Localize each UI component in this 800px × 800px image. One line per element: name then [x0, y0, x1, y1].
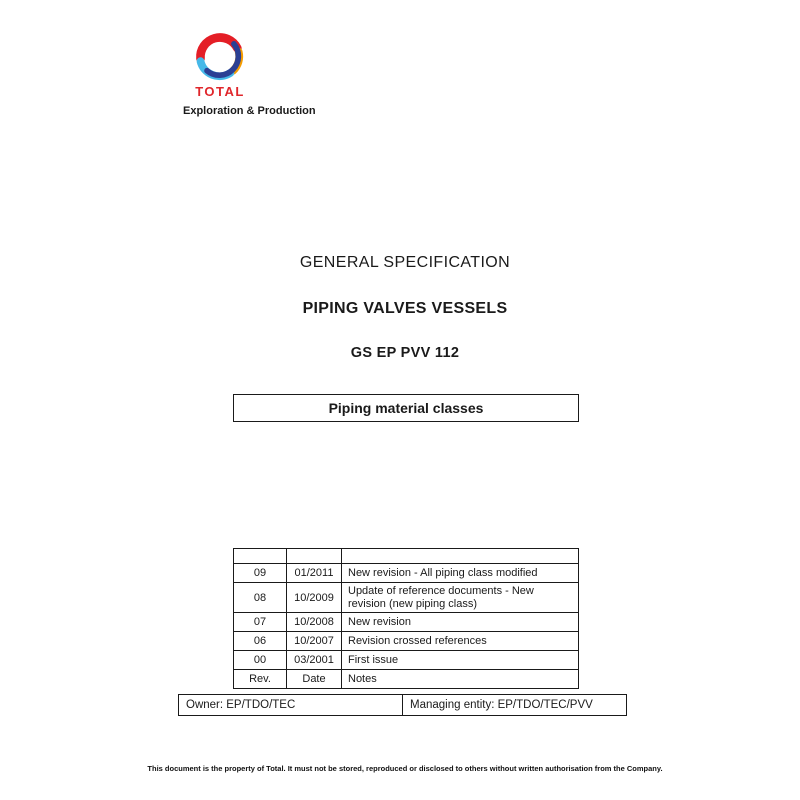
- total-wordmark: TOTAL: [195, 84, 245, 99]
- owner-cell: Owner: EP/TDO/TEC: [179, 695, 403, 716]
- total-logo: [190, 30, 250, 99]
- revision-label-rev: Rev.: [234, 670, 287, 689]
- title-general-specification: GENERAL SPECIFICATION: [299, 254, 511, 271]
- owner-bar: [178, 694, 627, 716]
- revision-cell-date: 10/2007: [287, 632, 342, 651]
- revision-label-date: Date: [287, 670, 342, 689]
- revision-cell-date: 10/2008: [287, 613, 342, 632]
- revision-empty-cell: [287, 549, 342, 564]
- revision-cell-rev: 06: [234, 632, 287, 651]
- revision-empty-row: [234, 549, 579, 564]
- revision-cell-date: 10/2009: [287, 583, 342, 613]
- revision-label-notes: Notes: [342, 670, 579, 689]
- title-doc-number: GS EP PVV 112: [350, 345, 460, 361]
- revision-row: [234, 583, 579, 613]
- revision-row: [234, 651, 579, 670]
- revision-cell-rev: 08: [234, 583, 287, 613]
- total-globe-icon: [194, 30, 246, 82]
- title-subject: PIPING VALVES VESSELS: [302, 300, 508, 317]
- revision-cell-rev: 09: [234, 564, 287, 583]
- revision-cell-date: 01/2011: [287, 564, 342, 583]
- managing-entity-cell: Managing entity: EP/TDO/TEC/PVV: [403, 695, 627, 716]
- revision-table-body: [234, 549, 579, 689]
- revision-cell-rev: 00: [234, 651, 287, 670]
- revision-cell-notes: New revision - All piping class modified: [342, 564, 579, 583]
- boxed-title: Piping material classes: [233, 394, 579, 422]
- owner-bar-row: [179, 695, 627, 716]
- revision-table: [233, 548, 579, 689]
- division-label: Exploration & Production: [183, 105, 316, 117]
- revision-cell-date: 03/2001: [287, 651, 342, 670]
- revision-row: [234, 564, 579, 583]
- revision-label-row: [234, 670, 579, 689]
- revision-cell-notes: Revision crossed references: [342, 632, 579, 651]
- revision-cell-notes: First issue: [342, 651, 579, 670]
- revision-row: [234, 613, 579, 632]
- revision-row: [234, 632, 579, 651]
- revision-empty-cell: [234, 549, 287, 564]
- revision-cell-notes: Update of reference documents - New revision (new piping class): [342, 583, 579, 613]
- revision-empty-cell: [342, 549, 579, 564]
- disclaimer-text: This document is the property of Total. It must not be stored, reproduced or disclosed to others without written authorisation from the Company.: [147, 764, 663, 773]
- revision-cell-notes: New revision: [342, 613, 579, 632]
- revision-cell-rev: 07: [234, 613, 287, 632]
